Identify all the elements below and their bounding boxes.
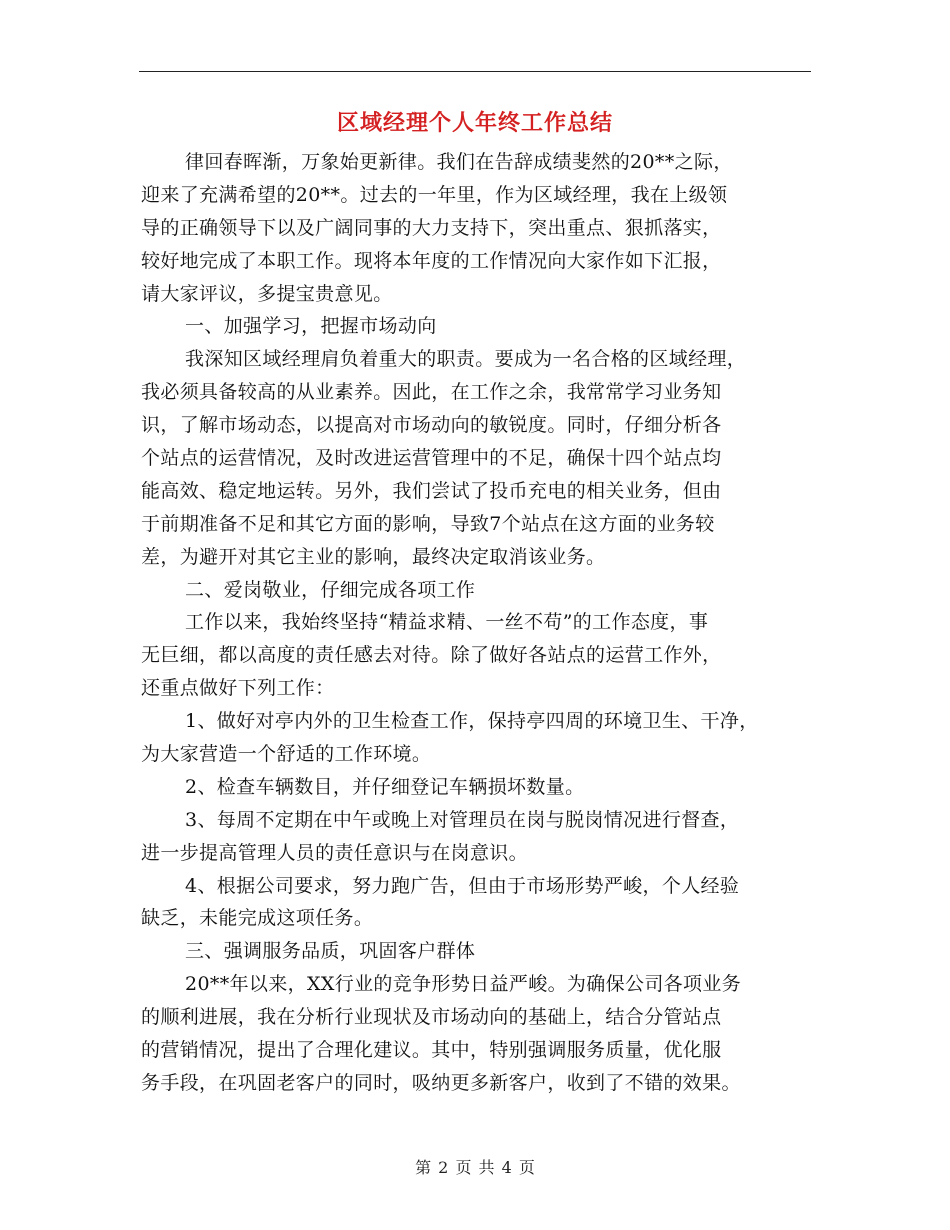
page-number-footer: 第 2 页 共 4 页 [415, 1158, 535, 1177]
paragraph-line: 20**年以来，XX行业的竞争形势日益严峻。为确保公司各项业务 [185, 973, 742, 996]
list-item-line: 进一步提高管理人员的责任意识与在岗意识。 [141, 841, 529, 864]
paragraph-line: 的营销情况，提出了合理化建议。其中，特别强调服务质量，优化服 [141, 1039, 722, 1062]
paragraph-line: 无巨细，都以高度的责任感去对待。除了做好各站点的运营工作外， [141, 644, 722, 667]
paragraph-line: 务手段，在巩固老客户的同时，吸纳更多新客户，收到了不错的效果。 [141, 1071, 741, 1094]
paragraph-line: 于前期准备不足和其它方面的影响，导致7个站点在这方面的业务较 [141, 512, 715, 535]
paragraph-line: 律回春晖渐，万象始更新律。我们在告辞成绩斐然的20**之际， [185, 151, 733, 173]
paragraph-line: 导的正确领导下以及广阔同事的大力支持下，突出重点、狠抓落实， [141, 216, 722, 239]
paragraph-line: 差，为避开对其它主业的影响，最终决定取消该业务。 [141, 545, 606, 568]
paragraph-line: 我必须具备较高的从业素养。因此，在工作之余，我常常学习业务知 [141, 381, 722, 404]
header-rule [139, 71, 811, 72]
paragraph-line: 个站点的运营情况，及时改进运营管理中的不足，确保十四个站点均 [141, 447, 722, 470]
list-item-line: 1、做好对亭内外的卫生检查工作，保持亭四周的环境卫生、干净， [185, 710, 759, 733]
paragraph-line: 识，了解市场动态，以提高对市场动向的敏锐度。同时，仔细分析各 [141, 414, 722, 437]
section-heading: 一、加强学习，把握市场动向 [185, 315, 437, 338]
paragraph-line: 的顺利进展，我在分析行业现状及市场动向的基础上，结合分管站点 [141, 1006, 722, 1029]
document-body [141, 146, 811, 1100]
paragraph-line: 能高效、稳定地运转。另外，我们尝试了投币充电的相关业务，但由 [141, 479, 722, 502]
list-item-line: 为大家营造一个舒适的工作环境。 [141, 743, 432, 766]
paragraph-line: 迎来了充满希望的20**。过去的一年里，作为区域经理，我在上级领 [141, 183, 728, 206]
paragraph-line: 请大家评议，多提宝贵意见。 [141, 282, 393, 305]
list-item-line: 2、检查车辆数目，并仔细登记车辆损坏数量。 [185, 775, 585, 798]
paragraph-line: 还重点做好下列工作： [141, 677, 335, 700]
document-title: 区域经理个人年终工作总结 [336, 110, 613, 136]
list-item-line: 4、根据公司要求，努力跑广告，但由于市场形势严峻，个人经验 [185, 874, 740, 897]
list-item-line: 缺乏，未能完成这项任务。 [141, 907, 374, 930]
section-heading: 三、强调服务品质，巩固客户群体 [185, 940, 476, 963]
section-heading: 二、爱岗敬业，仔细完成各项工作 [185, 578, 476, 601]
paragraph-line: 工作以来，我始终坚持“精益求精、一丝不苟”的工作态度，事 [185, 611, 709, 634]
paragraph-line: 我深知区域经理肩负着重大的职责。要成为一名合格的区域经理， [185, 348, 747, 371]
paragraph-line: 较好地完成了本职工作。现将本年度的工作情况向大家作如下汇报， [141, 249, 722, 272]
list-item-line: 3、每周不定期在中午或晚上对管理员在岗与脱岗情况进行督查， [185, 808, 740, 831]
